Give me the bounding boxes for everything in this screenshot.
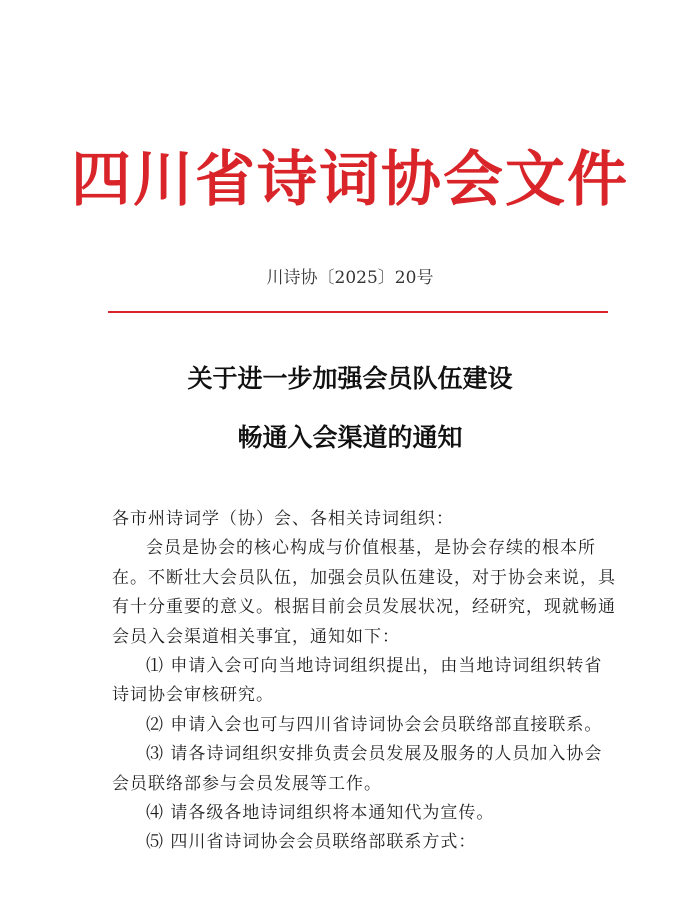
notice-body	[112, 505, 616, 858]
document-number: 川诗协〔2025〕20号	[266, 268, 434, 288]
list-item-3: ⑶ 请各诗词组织安排负责会员发展及服务的人员加入协会会员联络部参与会员发展等工作。	[112, 744, 603, 794]
notice-title-line-2: 畅通入会渠道的通知	[237, 423, 463, 452]
list-item-1: ⑴ 申请入会可向当地诗词组织提出，由当地诗词组织转省诗词协会审核研究。	[112, 656, 603, 706]
salutation: 各市州诗词学（协）会、各相关诗词组织：	[112, 509, 454, 529]
list-item-4: ⑷ 请各级各地诗词组织将本通知代为宣传。	[146, 803, 495, 824]
notice-title-line-1: 关于进一步加强会员队伍建设	[187, 364, 513, 393]
list-item-2: ⑵ 申请入会也可与四川省诗词协会会员联络部直接联系。	[146, 714, 603, 735]
intro-paragraph: 会员是协会的核心构成与价值根基，是协会存续的根本所在。不断壮大会员队伍，加强会员队伍建设，对于协会来说，具有十分重要的意义。根据目前会员发展状况，经研究，现就畅通会员入会渠道相关事宜，通知如下：	[112, 538, 616, 647]
list-item-5: ⑸ 四川省诗词协会会员联络部联系方式：	[146, 832, 477, 853]
document-masthead: 四川省诗词协会文件	[71, 145, 629, 215]
red-divider-line	[108, 311, 608, 313]
